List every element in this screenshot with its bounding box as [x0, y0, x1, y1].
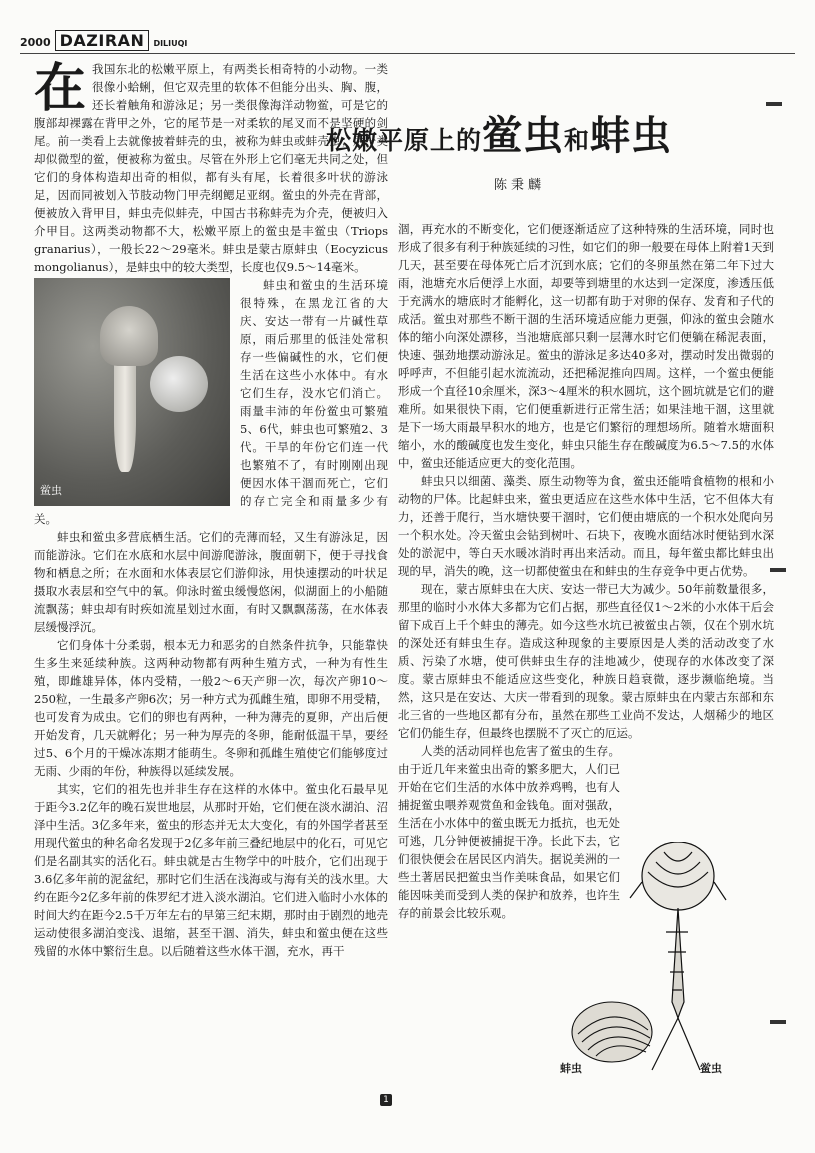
pebble-shape — [150, 356, 208, 412]
left-column — [34, 60, 388, 1080]
photo-caption: 鲎虫 — [40, 484, 62, 497]
paragraph: 蚌虫和鲎虫多营底栖生活。它们的壳薄而轻，又生有游泳足，因而能游泳。它们在水底和水层中间游爬游泳，腹面朝下，便于寻找食物和栖息之所；在水面和水体表层它们游仰泳，用快速摆动的叶状足摄取水表层和空气中的氧。仰泳时鲎虫缓慢悠闲，似湖面上的小船随流飘荡；蚌虫却有时疾如流星划过水面，有时又飘飘荡荡，在水体表层缓慢浮沉。 — [34, 530, 388, 634]
paragraph: 其实，它们的祖先也并非生存在这样的水体中。鲎虫化石最早见于距今3.2亿年的晚石炭世地层，从那时开始，它们便在淡水湖泊、沼泽中生活。3亿多年来，鲎虫的形态并无太大变化，有的外国学者甚至用现代鲎虫的种名命名发现于2亿多年前三叠纪地层中的化石，可见它们是名副其实的活化石。蚌虫就是古生物学中的叶肢介，它们出现于3.6亿多年前的泥盆纪，那时它们生活在浅海或与海有关的浅水里。大约在距今2亿多年前的侏罗纪才进入淡水湖泊。它们进入临时小水体的时间大约在距今2.5千万年左右的早第三纪末期，那时由于剧烈的地壳运动使很多湖泊变浅、退缩，甚至干涸、消失，蚌虫和鲎虫便在这些残留的水体中繁衍生息。以后随着这些水体干涸，充水，再干 — [34, 782, 388, 958]
illustration-label-tadpole-shrimp: 鲎虫 — [700, 1062, 722, 1075]
paragraph-text: 我国东北的松嫩平原上，有两类长相奇特的小动物。一类很像小蛤蜊，但它双壳里的软体不但能分出头、胸、腹，还长着触角和游泳足；另一类很像海洋动物鲎，可是它的腹部却裸露在背甲之外，它的尾节是一对柔软的尾叉而不是坚硬的剑尾。前一类看上去就像披着蚌壳的虫，被称为蚌虫或蚌壳虫；后一类却似微型的鲎，便被称为鲎虫。尽管在外形上它们毫无共同之处，但它们的身体构造却出奇的相似，都有头有尾，长着很多叶状的游泳足，因而同被划入节肢动物门甲壳纲鳃足亚纲。鲎虫的外壳在背部，便被放入背甲目，蚌虫壳似蚌壳，中国古书称蚌壳为介壳，便被归入介甲目。这两类动物都不大，松嫩平原上的鲎虫是丰鲎虫（Triops granarius），一般长22～29毫米。蚌虫是蒙古原蚌虫（Eocyzicus mongolianus），是蚌虫中的较大类型，长度也仅9.5～14毫米。 — [34, 62, 388, 274]
photo-triops — [34, 278, 230, 506]
header-rule — [20, 53, 795, 54]
article-title-block — [326, 88, 766, 198]
page-number: 1 — [380, 1094, 392, 1106]
clam-shrimp-drawing — [572, 1002, 652, 1062]
article-title — [326, 104, 766, 161]
illustration-clam-shrimp-and-tadpole-shrimp — [568, 842, 736, 1074]
paragraph — [34, 60, 388, 276]
paragraph: 人类的活动同样也危害了鲎虫的生存。由于近几年来鲎虫出奇的繁多肥大，人们已开始在它们生活的水体中放养鸡鸭，也有人捕捉鲎虫喂养观赏鱼和金钱龟。面对强敌，生活在小水体中的鲎虫既无力抵抗，也无处可逃，几分钟便被捕捉干净。长此下去，它们很快便会在居民区内消失。据说美洲的一些土著居民把鲎虫当作美味食品，如果它们能因味美而受到人类的保护和放养，也许生存的前景会比较乐观。 — [398, 744, 620, 920]
paragraph: 蚌虫只以细菌、藻类、原生动物等为食，鲎虫还能啃食植物的根和小动物的尸体。比起蚌虫来，鲎虫更适应在这些水体中生活，它不但体大有力，还善于爬行，当水塘快要干涸时，它们便由塘底的一个积水处爬向另一个积水处。冷天鲎虫会钻到树叶、石块下，夜晚水面结冰时便钻到水深处的淤泥中，等白天水暖冰消时再出来活动。而且，每年鲎虫都比蚌虫出现的早，消失的晚，这一切都使鲎虫在和蚌虫的生存竞争中更占优势。 — [398, 474, 774, 578]
paragraph: 涸，再充水的不断变化，它们便逐渐适应了这种特殊的生活环境，同时也形成了很多有利于种族延续的习性，如它们的卵一般要在母体上附着1天到几天，甚至要在母体死亡后才沉到水底；它们的冬卵虽然在第二年下过大雨，池塘充水后便浮上水面，却要等到塘里的水达到一定深度，渗透压低于充满水的塘底时才能孵化，这一切都有助于对卵的保存、发育和子代的成活。鲎虫对那些不断干涸的生活环境适应能力更强，仰泳的鲎虫会随水体的缩小向深处漂移，当池塘底部只剩一层薄水时它们便躺在稀泥表面，快速、强劲地摆动游泳足。鲎虫的游泳足多达40多对，摆动时发出微弱的呼呼声，不但能引起水流流动，还把稀泥推向四周。这样，一个鲎虫便能形成一个直径10余厘米，深3～4厘米的积水圆坑，这个圆坑就是它们的避难所。如果很快下雨，它们便重新进行正常生活；如果洼地干涸，这里就是下一场大雨最早积水的地方，也是它们繁衍的理想场所。随着水塘面积缩小，水的酸碱度也发生变化，蚌虫只能生存在酸碱度为6.5～7.5的水体中，鲎虫还能适应更大的变化范围。 — [398, 222, 774, 470]
title-part-3: 和 — [564, 126, 591, 155]
paragraph: 它们身体十分柔弱，根本无力和恶劣的自然条件抗争，只能靠快生多生来延续种族。这两种动物都有两种生殖方式，一种为有性生殖，即雌雄异体，体内受精，一般2～6天产卵一次，每次产卵10～250粒，一生最多产卵6次；另一种方式为孤雌生殖，即卵不用受精，也可发育为成虫。它们的卵也有两种，一种为薄壳的夏卵，产出后便开始发育，几天就孵化；另一种为厚壳的冬卵，能耐低温干旱，要经过5、6个月的干燥冰冻期才能萌生。冬卵和孤雌生殖使它们能够度过无雨、少雨的年份，种族得以延续发展。 — [34, 638, 388, 778]
title-part-1: 松嫩平原上的 — [326, 126, 483, 155]
title-part-4: 蚌虫 — [590, 113, 673, 159]
title-part-2: 鲎虫 — [482, 113, 565, 159]
tadpole-shrimp-carapace — [100, 306, 158, 366]
margin-mark — [766, 102, 782, 106]
drop-cap: 在 — [34, 58, 87, 119]
paragraph: 现在，蒙古原蚌虫在大庆、安达一带已大为减少。50年前数量很多，那里的临时小水体大多都为它们占据，那些直径仅1～2米的小水体干后会留下成百上千个蚌虫的薄壳。如今这些水坑已被鲎虫占领，仅在个别水坑的深处还有蚌虫生存。造成这种现象的主要原因是人类的活动改变了水质、污染了水塘，使可供蚌虫生存的洼地减少，使现存的水体改变了深度。蒙古原蚌虫不能适应这些变化，种族日趋衰微，逐步濒临绝境。当然，这只是在安达、大庆一带看到的现象。蒙古原蚌虫在内蒙古东部和东北三省的一些地区都有分布，虽然在那些工业尚不发达，人烟稀少的地区它们仍能生存，但最终也摆脱不了灭亡的厄运。 — [398, 582, 774, 740]
article-author: 陈秉麟 — [494, 178, 546, 193]
illustration-label-clam-shrimp: 蚌虫 — [560, 1062, 582, 1075]
magazine-subtitle: DILIUQI — [153, 39, 188, 48]
running-header — [20, 30, 187, 51]
header-year: 2000 — [20, 36, 51, 49]
magazine-name: DAZIRAN — [55, 30, 150, 51]
paragraph: 蚌虫和鲎虫的生活环境很特殊，在黑龙江省的大庆、安达一带有一片碱性草原，雨后那里的低洼处常积存一些偏碱性的水，它们便生活在这些小水体中。有水它们生存，没水它们消亡。雨量丰沛的年份鲎虫可繁殖5、6代，蚌虫也可繁殖2、3代。干旱的年份它们连一代也繁殖不了，有时刚刚出现便因水体干涸而死亡，它们的存亡完全和雨量多少有关。 — [34, 278, 388, 526]
